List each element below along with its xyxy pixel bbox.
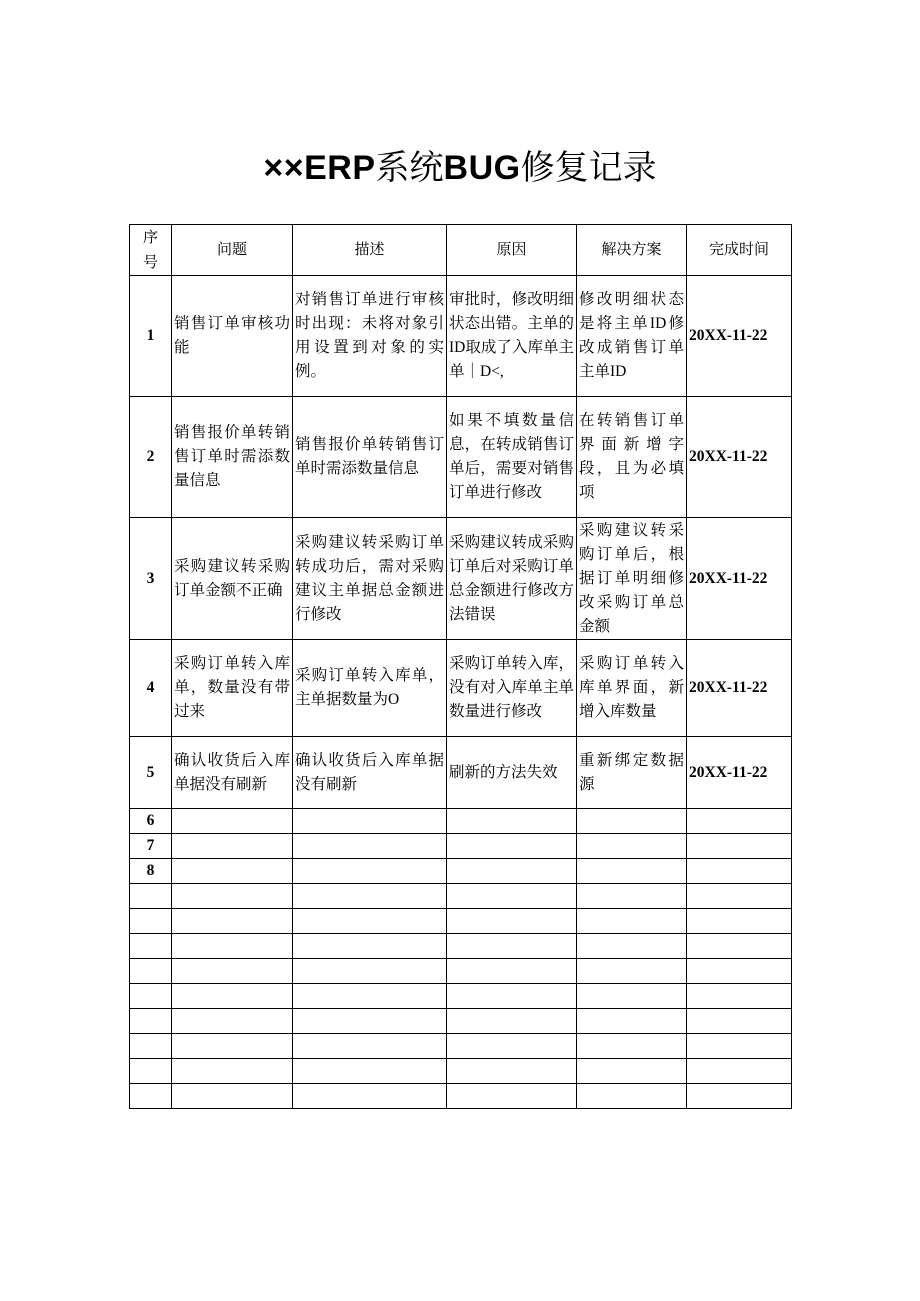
empty-cell: [172, 1084, 293, 1109]
cell-no: 7: [130, 834, 172, 859]
cell-completion-date: 20XX-11-22: [687, 640, 792, 737]
empty-cell: [577, 984, 687, 1009]
empty-row: [130, 884, 792, 909]
empty-cell: [130, 1084, 172, 1109]
page-title: [0, 142, 920, 195]
empty-row: [130, 934, 792, 959]
cell-completion-date: 20XX-11-22: [687, 276, 792, 397]
cell-description: [293, 834, 447, 859]
empty-row: [130, 1059, 792, 1084]
cell-no: 5: [130, 737, 172, 809]
header-date: 完成时间: [687, 225, 792, 276]
empty-cell: [172, 1009, 293, 1034]
empty-cell: [172, 984, 293, 1009]
empty-row: [130, 1034, 792, 1059]
cell-solution: 修改明细状态是将主单ID修改成销售订单主单ID: [577, 276, 687, 397]
empty-cell: [293, 1034, 447, 1059]
cell-description: [293, 859, 447, 884]
empty-cell: [172, 934, 293, 959]
empty-cell: [577, 959, 687, 984]
cell-cause: [447, 859, 577, 884]
cell-no: 3: [130, 518, 172, 640]
cell-no: 6: [130, 809, 172, 834]
empty-cell: [687, 884, 792, 909]
bug-row: [130, 276, 792, 397]
cell-solution: 在转销售订单界面新增字段，且为必填项: [577, 397, 687, 518]
empty-cell: [687, 1059, 792, 1084]
empty-cell: [130, 884, 172, 909]
cell-solution: [577, 834, 687, 859]
empty-cell: [293, 884, 447, 909]
empty-cell: [447, 984, 577, 1009]
bug-row: [130, 809, 792, 834]
empty-row: [130, 984, 792, 1009]
empty-cell: [172, 959, 293, 984]
cell-cause: [447, 834, 577, 859]
cell-description: [293, 809, 447, 834]
bug-row: [130, 518, 792, 640]
empty-cell: [293, 1059, 447, 1084]
cell-issue: 采购建议转采购订单金额不正确: [172, 518, 293, 640]
cell-completion-date: [687, 834, 792, 859]
empty-cell: [447, 1009, 577, 1034]
bug-row: [130, 834, 792, 859]
empty-cell: [687, 1009, 792, 1034]
empty-cell: [130, 1034, 172, 1059]
cell-no: 2: [130, 397, 172, 518]
empty-cell: [172, 909, 293, 934]
empty-cell: [447, 1059, 577, 1084]
empty-cell: [447, 959, 577, 984]
title-prefix: ××ERP: [263, 149, 376, 187]
table-body: [130, 276, 792, 1109]
empty-cell: [130, 1009, 172, 1034]
cell-completion-date: 20XX-11-22: [687, 397, 792, 518]
empty-cell: [130, 1059, 172, 1084]
cell-issue: [172, 859, 293, 884]
title-suffix: 修复记录: [520, 150, 657, 187]
title-system: 系统: [375, 150, 444, 187]
cell-description: 对销售订单进行审核时出现：未将对象引用设置到对象的实例。: [293, 276, 447, 397]
header-solution: 解决方案: [577, 225, 687, 276]
cell-description: 采购建议转采购订单转成功后，需对采购建议主单据总金额进行修改: [293, 518, 447, 640]
empty-cell: [447, 934, 577, 959]
empty-cell: [447, 1084, 577, 1109]
bug-row: [130, 640, 792, 737]
empty-cell: [130, 934, 172, 959]
cell-cause: [447, 809, 577, 834]
header-description: 描述: [293, 225, 447, 276]
header-issue: 问题: [172, 225, 293, 276]
bug-fix-table: [129, 224, 792, 1109]
empty-cell: [687, 1084, 792, 1109]
cell-no: 4: [130, 640, 172, 737]
cell-issue: 销售订单审核功能: [172, 276, 293, 397]
empty-cell: [577, 1034, 687, 1059]
cell-issue: [172, 834, 293, 859]
cell-description: 确认收货后入库单据没有刷新: [293, 737, 447, 809]
title-bug: BUG: [443, 149, 521, 187]
cell-solution: [577, 859, 687, 884]
empty-cell: [130, 984, 172, 1009]
empty-cell: [577, 909, 687, 934]
empty-row: [130, 959, 792, 984]
empty-cell: [577, 1059, 687, 1084]
cell-no: 8: [130, 859, 172, 884]
cell-description: 采购订单转入库单，主单据数量为O: [293, 640, 447, 737]
empty-cell: [172, 884, 293, 909]
cell-cause: 刷新的方法失效: [447, 737, 577, 809]
empty-cell: [293, 909, 447, 934]
cell-solution: 采购订单转入库单界面，新增入库数量: [577, 640, 687, 737]
empty-cell: [577, 934, 687, 959]
empty-cell: [687, 984, 792, 1009]
empty-cell: [172, 1034, 293, 1059]
empty-cell: [687, 959, 792, 984]
cell-cause: 审批时，修改明细状态出错。主单的ID取成了入库单主单｜D<,: [447, 276, 577, 397]
cell-cause: 如果不填数量信息，在转成销售订单后，需要对销售订单进行修改: [447, 397, 577, 518]
cell-completion-date: [687, 809, 792, 834]
cell-cause: 采购订单转入库，没有对入库单主单数量进行修改: [447, 640, 577, 737]
cell-issue: 确认收货后入库单据没有刷新: [172, 737, 293, 809]
empty-cell: [577, 1084, 687, 1109]
cell-solution: 采购建议转采购订单后，根据订单明细修改采购订单总金额: [577, 518, 687, 640]
empty-cell: [447, 909, 577, 934]
cell-solution: 重新绑定数据源: [577, 737, 687, 809]
cell-completion-date: 20XX-11-22: [687, 518, 792, 640]
cell-cause: 采购建议转成采购订单后对采购订单总金额进行修改方法错误: [447, 518, 577, 640]
empty-cell: [577, 884, 687, 909]
header-no: [130, 225, 172, 276]
cell-completion-date: 20XX-11-22: [687, 737, 792, 809]
bug-row: [130, 397, 792, 518]
bug-row: [130, 859, 792, 884]
cell-no: 1: [130, 276, 172, 397]
empty-cell: [293, 1009, 447, 1034]
cell-issue: 销售报价单转销售订单时需添数量信息: [172, 397, 293, 518]
empty-cell: [687, 909, 792, 934]
empty-cell: [447, 884, 577, 909]
cell-solution: [577, 809, 687, 834]
empty-cell: [130, 909, 172, 934]
header-no-label: 序号: [142, 229, 158, 271]
empty-cell: [293, 959, 447, 984]
empty-cell: [293, 1084, 447, 1109]
empty-cell: [687, 1034, 792, 1059]
header-cause: 原因: [447, 225, 577, 276]
empty-cell: [172, 1059, 293, 1084]
empty-row: [130, 1084, 792, 1109]
empty-cell: [687, 934, 792, 959]
cell-description: 销售报价单转销售订单时需添数量信息: [293, 397, 447, 518]
empty-cell: [130, 959, 172, 984]
empty-cell: [293, 934, 447, 959]
cell-completion-date: [687, 859, 792, 884]
empty-cell: [293, 984, 447, 1009]
cell-issue: [172, 809, 293, 834]
empty-row: [130, 1009, 792, 1034]
cell-issue: 采购订单转入库单，数量没有带过来: [172, 640, 293, 737]
bug-row: [130, 737, 792, 809]
empty-row: [130, 909, 792, 934]
empty-cell: [447, 1034, 577, 1059]
header-row: [130, 225, 792, 276]
empty-cell: [577, 1009, 687, 1034]
